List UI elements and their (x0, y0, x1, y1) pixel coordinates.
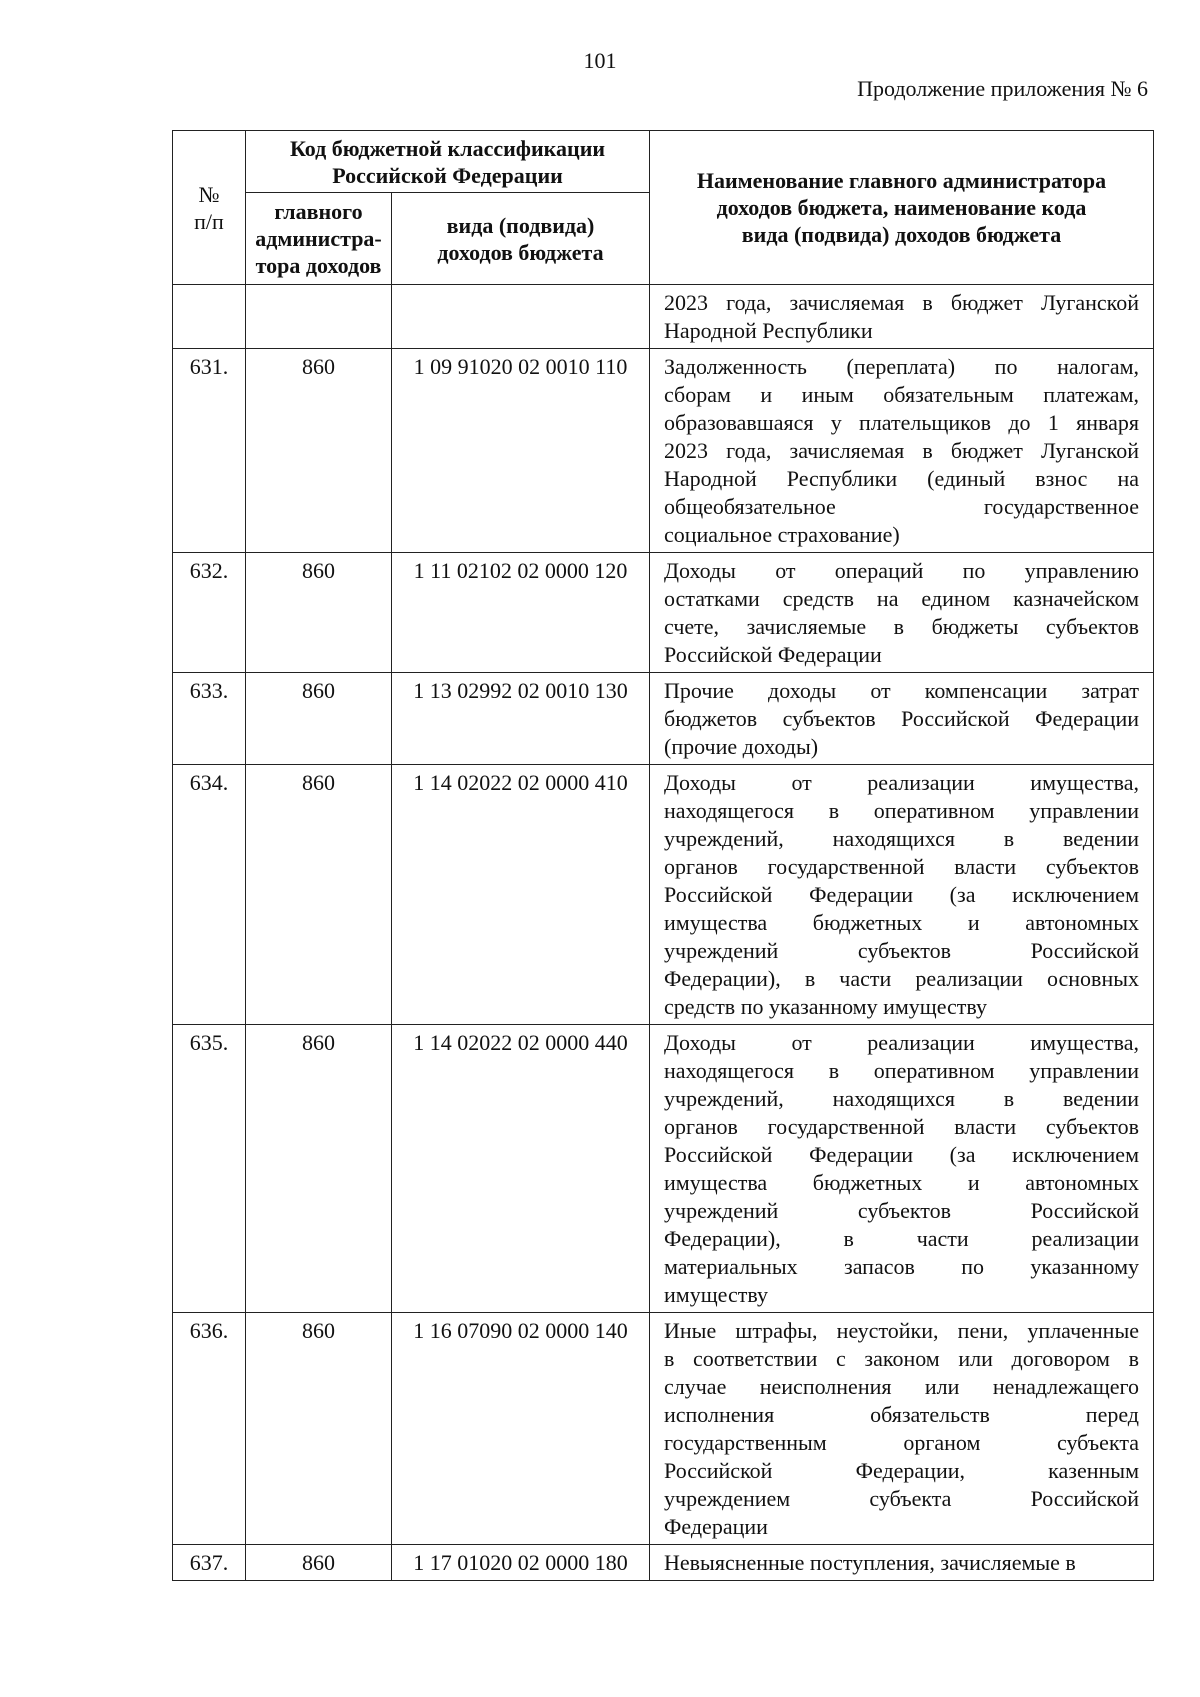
header-main-administrator (246, 193, 392, 285)
description-line: органов государственной власти субъектов (664, 1114, 1139, 1139)
description-line: органов государственной власти субъектов (664, 854, 1139, 879)
description-line: учреждений субъектов Российской (664, 1198, 1139, 1223)
description-line: учреждением субъекта Российской (664, 1486, 1139, 1511)
description-line: исполнения обязательств перед (664, 1402, 1139, 1427)
budget-classification-table (172, 130, 1154, 1581)
administrator-code-cell: 860 (246, 1025, 392, 1313)
administrator-code-cell: 860 (246, 1313, 392, 1545)
income-description-cell (650, 553, 1154, 673)
header-kind-line1: вида (подвида) (446, 212, 595, 238)
description-line: Задолженность (переплата) по налогам, (664, 354, 1139, 379)
description-line: (прочие доходы) (664, 734, 819, 759)
description-line: социальное страхование) (664, 522, 900, 547)
income-description-cell (650, 1025, 1154, 1313)
table-row (173, 673, 1154, 765)
description-line: 2023 года, зачисляемая в бюджет Луганской (664, 438, 1139, 463)
table-row (173, 765, 1154, 1025)
description-line: находящегося в оперативном управлении (664, 1058, 1139, 1083)
header-admin-line1: главного (274, 199, 363, 224)
header-budget-code-line1: Код бюджетной классификации (289, 135, 606, 161)
row-number-cell: 633. (173, 673, 246, 765)
description-line: материальных запасов по указанному (664, 1254, 1139, 1279)
income-description-cell (650, 285, 1154, 349)
appendix-continuation-label: Продолжение приложения № 6 (857, 76, 1148, 101)
header-admin-line2: администра- (255, 226, 382, 251)
header-row-number (173, 131, 246, 285)
description-line: счете, зачисляемые в бюджеты субъектов (664, 614, 1139, 639)
description-line: учреждений субъектов Российской (664, 938, 1139, 963)
header-kind-line2: доходов бюджета (437, 239, 604, 265)
header-row-number-line1: № (198, 181, 220, 207)
description-line: государственным органом субъекта (664, 1430, 1139, 1455)
description-line: средств по указанному имуществу (664, 994, 988, 1019)
description-line: учреждений, находящихся в ведении (664, 826, 1139, 851)
header-row-number-line2: п/п (194, 208, 224, 234)
description-line: Федерации), в части реализации (664, 1226, 1139, 1251)
description-line: Доходы от операций по управлению (664, 558, 1139, 583)
header-admin-line3: тора доходов (255, 253, 382, 278)
table-row (173, 553, 1154, 673)
row-number-cell (173, 285, 246, 349)
header-administrator-name (650, 131, 1154, 285)
income-kind-code-cell: 1 09 91020 02 0010 110 (392, 349, 650, 553)
income-kind-code-cell: 1 13 02992 02 0010 130 (392, 673, 650, 765)
description-line: Российской Федерации, казенным (664, 1458, 1139, 1483)
income-description-cell (650, 1545, 1154, 1581)
description-line: Народной Республики (664, 318, 873, 343)
description-line: остатками средств на едином казначейском (664, 586, 1139, 611)
header-name-line2: доходов бюджета, наименование кода (716, 195, 1087, 220)
description-line: находящегося в оперативном управлении (664, 798, 1139, 823)
description-line: Российской Федерации (за исключением (664, 1142, 1139, 1167)
description-line: в соответствии с законом или договором в (664, 1346, 1139, 1371)
table-row (173, 285, 1154, 349)
income-kind-code-cell: 1 14 02022 02 0000 440 (392, 1025, 650, 1313)
description-line: Федерации), в части реализации основных (664, 966, 1139, 991)
table-body (173, 285, 1154, 1581)
row-number-cell: 635. (173, 1025, 246, 1313)
page-number: 101 (583, 48, 617, 73)
description-line: случае неисполнения или ненадлежащего (664, 1374, 1139, 1399)
table-row (173, 1025, 1154, 1313)
description-line: Российской Федерации (664, 642, 882, 667)
description-line: Иные штрафы, неустойки, пени, уплаченные (664, 1318, 1139, 1343)
row-number-cell: 636. (173, 1313, 246, 1545)
administrator-code-cell: 860 (246, 765, 392, 1025)
description-line: сборам и иным обязательным платежам, (664, 382, 1139, 407)
header-budget-code-group (246, 131, 650, 193)
table-row (173, 349, 1154, 553)
row-number-cell: 634. (173, 765, 246, 1025)
header-name-line3: вида (подвида) доходов бюджета (741, 222, 1062, 247)
description-line: образовавшаяся у плательщиков до 1 января (664, 410, 1139, 435)
header-budget-code-line2: Российской Федерации (332, 162, 563, 188)
description-line: 2023 года, зачисляемая в бюджет Луганской (664, 290, 1139, 315)
description-line: Народной Республики (единый взнос на (664, 466, 1139, 491)
row-number-cell: 632. (173, 553, 246, 673)
description-line: имущества бюджетных и автономных (664, 910, 1139, 935)
header-name-line1: Наименование главного администратора (696, 168, 1107, 193)
description-line: Прочие доходы от компенсации затрат (664, 678, 1139, 703)
income-description-cell (650, 673, 1154, 765)
description-line: Российской Федерации (за исключением (664, 882, 1139, 907)
description-line: Федерации (664, 1514, 768, 1539)
income-description-cell (650, 1313, 1154, 1545)
table-header (173, 131, 1154, 285)
administrator-code-cell: 860 (246, 1545, 392, 1581)
header-income-kind (392, 193, 650, 285)
administrator-code-cell: 860 (246, 349, 392, 553)
income-kind-code-cell: 1 17 01020 02 0000 180 (392, 1545, 650, 1581)
description-line: учреждений, находящихся в ведении (664, 1086, 1139, 1111)
income-description-cell (650, 765, 1154, 1025)
table-row (173, 1545, 1154, 1581)
description-line: Невыясненные поступления, зачисляемые в (664, 1550, 1076, 1575)
income-kind-code-cell (392, 285, 650, 349)
income-description-cell (650, 349, 1154, 553)
description-line: имущества бюджетных и автономных (664, 1170, 1139, 1195)
row-number-cell: 631. (173, 349, 246, 553)
description-line: общеобязательное государственное (664, 494, 1139, 519)
income-kind-code-cell: 1 14 02022 02 0000 410 (392, 765, 650, 1025)
row-number-cell: 637. (173, 1545, 246, 1581)
table-row (173, 1313, 1154, 1545)
description-line: Доходы от реализации имущества, (664, 770, 1139, 795)
administrator-code-cell: 860 (246, 553, 392, 673)
income-kind-code-cell: 1 16 07090 02 0000 140 (392, 1313, 650, 1545)
administrator-code-cell (246, 285, 392, 349)
description-line: имуществу (664, 1282, 768, 1307)
description-line: Доходы от реализации имущества, (664, 1030, 1139, 1055)
administrator-code-cell: 860 (246, 673, 392, 765)
income-kind-code-cell: 1 11 02102 02 0000 120 (392, 553, 650, 673)
description-line: бюджетов субъектов Российской Федерации (664, 706, 1139, 731)
